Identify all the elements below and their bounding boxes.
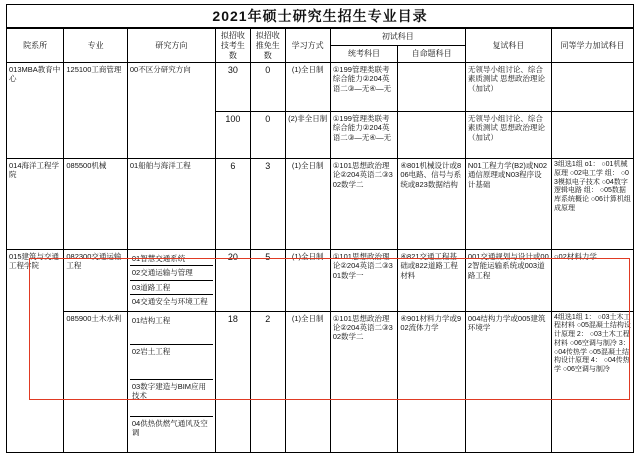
- cell-retest: 001交通规划与设计或002智能运输系统或003道路工程: [465, 250, 551, 312]
- cell-direction-stack: [127, 250, 215, 312]
- th-self: 自命题科目: [398, 46, 466, 63]
- cell-self: ④821交通工程基础或822道路工程材料: [398, 250, 466, 312]
- cell-exempt: 0: [250, 63, 285, 112]
- cell-major: 085500机械: [64, 159, 128, 250]
- cell-retest: N01工程力学(B2)或N02通信原理或N03程序设计基础: [465, 159, 551, 250]
- cell-exempt: 2: [250, 311, 285, 452]
- cell-self: ④801机械设计或806电路、信号与系统或823数据结构: [398, 159, 466, 250]
- cell-enroll: 6: [215, 159, 250, 250]
- cell-major: 085900土木水利: [64, 311, 128, 452]
- cell-unified: ①101思想政治理论②204英语二③302数学二: [330, 311, 398, 452]
- th-exam-group: 初试科目: [330, 29, 465, 46]
- th-direction: 研究方向: [127, 29, 215, 63]
- th-mode: 学习方式: [285, 29, 330, 63]
- cell-retest: 无领导小组讨论、综合素质测试 思想政治理论（加试）: [465, 63, 551, 112]
- cell-exempt: 3: [250, 159, 285, 250]
- cell-equal: 4组选1组 1： ○03土木工程材料 ○05混凝土结构设计原理 2： ○03土木工程材料 ○06空调与制冷 3： ○04传热学 ○05混凝土结构设计原理 4： ○04传热学 ○06空调与制冷: [551, 311, 633, 452]
- th-retest: 复试科目: [465, 29, 551, 63]
- th-dept: 院系所: [7, 29, 64, 63]
- cell-exempt: 0: [250, 112, 285, 159]
- cell-enroll: 20: [215, 250, 250, 312]
- cell-direction-stack: [127, 311, 215, 452]
- direction-item: 03道路工程: [130, 281, 213, 295]
- page-title: 2021年硕士研究生招生专业目录: [6, 4, 634, 28]
- cell-equal: [551, 112, 633, 159]
- cell-retest: 004结构力学或005建筑环境学: [465, 311, 551, 452]
- cell-equal: ○02材料力学: [551, 250, 633, 312]
- table-row: [7, 250, 634, 312]
- th-enroll: 拟招收技考生数: [215, 29, 250, 63]
- cell-dept: 015建筑与交通工程学院: [7, 250, 64, 453]
- cell-mode: (1)全日制: [285, 311, 330, 452]
- cell-unified: ①199管理类联考综合能力②204英语二③—无④—无: [330, 112, 398, 159]
- table-row: [7, 63, 634, 112]
- cell-exempt: 5: [250, 250, 285, 312]
- direction-item: 04供热供燃气通风及空调: [131, 418, 208, 437]
- table-row: [7, 159, 634, 250]
- cell-mode: (1)全日制: [285, 159, 330, 250]
- cell-self: ④901材料力学或902流体力学: [398, 311, 466, 452]
- cell-retest: 无领导小组讨论、综合素质测试 思想政治理论（加试）: [465, 112, 551, 159]
- cell-mode: (2)非全日制: [285, 112, 330, 159]
- cell-mode: (1)全日制: [285, 250, 330, 312]
- cell-enroll: 18: [215, 311, 250, 452]
- direction-item: 03数字建造与BIM应用技术: [130, 380, 213, 417]
- th-unified: 统考科目: [330, 46, 398, 63]
- direction-item: 01智慧交通系统: [130, 252, 213, 266]
- direction-item: 04交通安全与环境工程: [131, 297, 208, 307]
- th-exempt: 拟招收推免生数: [250, 29, 285, 63]
- cell-dept: 014海洋工程学院: [7, 159, 64, 250]
- cell-mode: (1)全日制: [285, 63, 330, 112]
- cell-equal: [551, 63, 633, 112]
- table-row-highlighted: [7, 311, 634, 452]
- direction-item: 02交通运输与管理: [130, 266, 213, 280]
- table-header-row: [7, 29, 634, 46]
- cell-self: [398, 63, 466, 112]
- cell-direction: 00不区分研究方向: [127, 63, 215, 159]
- cell-equal: 3组选1组 o1： ○01机械原理 ○02电工学 组： ○03模拟电子技术 ○04数字逻辑电路 组： ○05数据库系统概论 ○06计算机组成原理: [551, 159, 633, 250]
- admissions-table: [6, 28, 634, 453]
- cell-unified: ①199管理类联考综合能力②204英语二③—无④—无: [330, 63, 398, 112]
- cell-enroll: 100: [215, 112, 250, 159]
- th-equal: 同等学力加试科目: [551, 29, 633, 63]
- cell-major: 125100工商管理: [64, 63, 128, 159]
- direction-item: 01结构工程: [130, 314, 213, 345]
- cell-major: 082300交通运输工程: [64, 250, 128, 312]
- cell-self: [398, 112, 466, 159]
- cell-unified: ①101思想政治理论②204英语二③301数学一: [330, 250, 398, 312]
- cell-unified: ①101思想政治理论②204英语二③302数学二: [330, 159, 398, 250]
- cell-dept: 013MBA教育中心: [7, 63, 64, 159]
- direction-item: 02岩土工程: [130, 345, 213, 380]
- th-major: 专业: [64, 29, 128, 63]
- cell-enroll: 30: [215, 63, 250, 112]
- cell-direction: 01船舶与海洋工程: [127, 159, 215, 250]
